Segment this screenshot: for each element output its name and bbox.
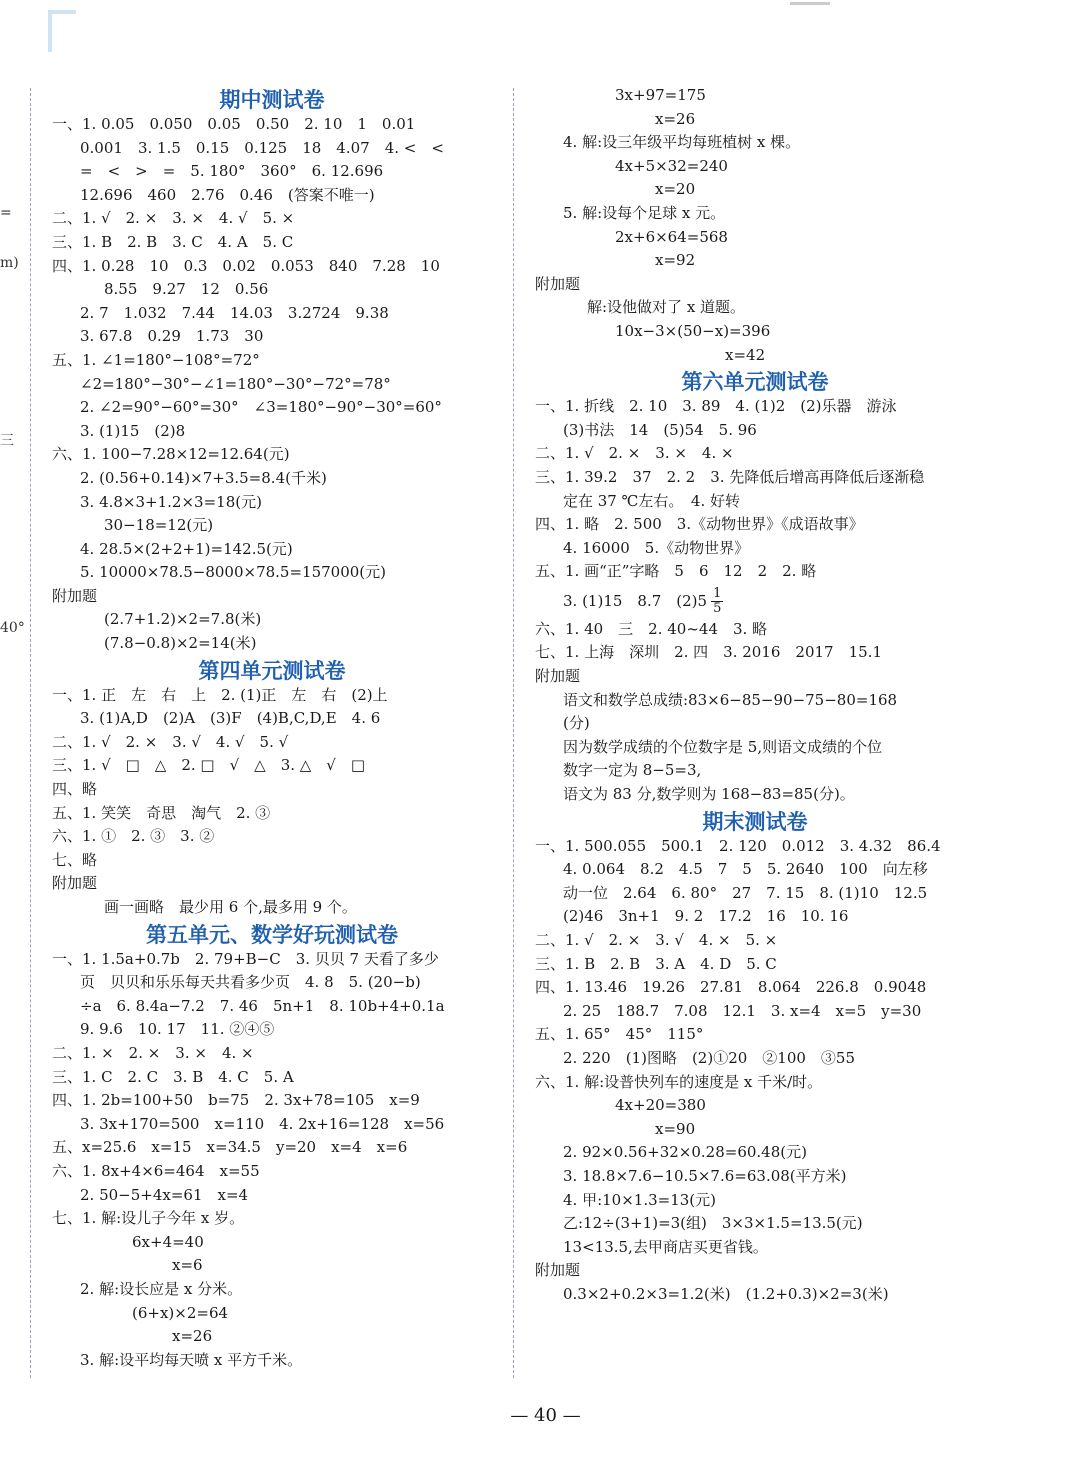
answer-line: 因为数学成绩的个位数字是 5,则语文成绩的个位	[563, 737, 883, 756]
fraction-numerator: 1	[713, 586, 722, 602]
answer-line: 12.696 460 2.76 0.46 (答案不唯一)	[80, 185, 375, 204]
answer-line: 五、1. 笑笑 奇思 淘气 2. ③	[52, 803, 271, 822]
answer-line: 4. 甲:10×1.3=13(元)	[563, 1190, 717, 1209]
section-title: 第四单元测试卷	[198, 658, 346, 683]
answer-line: 4x+20=380	[615, 1096, 706, 1115]
answer-line: 6x+4=40	[132, 1232, 204, 1251]
answer-line: 六、1. 100−7.28×12=12.64(元)	[52, 445, 290, 464]
answer-line: x=42	[725, 345, 766, 364]
answer-line: 3. (1)15 (2)8	[80, 421, 186, 440]
answer-line: 3. 解:设平均每天喷 x 平方千米。	[80, 1350, 303, 1369]
answer-line: 七、略	[52, 850, 98, 869]
answer-line: 解:设他做对了 x 道题。	[587, 298, 746, 317]
answer-line: 六、1. 40 三 2. 40~44 3. 略	[535, 619, 768, 638]
answer-line: (6+x)×2=64	[132, 1303, 229, 1322]
answer-line	[535, 584, 975, 618]
answer-line: 数字一定为 8−5=3,	[563, 761, 702, 780]
answer-line: 2x+6×64=568	[615, 227, 728, 246]
answer-line: 一、1. 折线 2. 10 3. 89 4. (1)2 (2)乐器 游泳	[535, 397, 897, 416]
answer-line: 9. 9.6 10. 17 11. ②④⑤	[80, 1020, 275, 1039]
answer-line: x=26	[655, 109, 696, 128]
answer-line: 四、1. 略 2. 500 3.《动物世界》《成语故事》	[535, 515, 864, 534]
answer-line: (2.7+1.2)×2=7.8(米)	[104, 610, 262, 629]
answer-line: 乙:12÷(3+1)=3(组) 3×3×1.5=13.5(元)	[563, 1214, 863, 1233]
answer-line: 附加题	[535, 667, 581, 686]
answer-line: 附加题	[52, 874, 98, 893]
answer-line: 3. (1)A,D (2)A (3)F (4)B,C,D,E 4. 6	[80, 709, 381, 728]
answer-line: 3. 4.8×3+1.2×3=18(元)	[80, 492, 262, 511]
answer-line: 一、1. 500.055 500.1 2. 120 0.012 3. 4.32 86.4	[535, 836, 941, 855]
answer-line: 30−18=12(元)	[104, 516, 214, 535]
answer-line: 2. 50−5+4x=61 x=4	[80, 1185, 249, 1204]
section-title: 第六单元测试卷	[681, 370, 829, 395]
answer-line: 0.3×2+0.2×3=1.2(米) (1.2+0.3)×2=3(米)	[563, 1284, 889, 1303]
answer-line: 四、1. 13.46 19.26 27.81 8.064 226.8 0.9048	[535, 978, 927, 997]
answer-line: 二、1. √ 2. × 3. √ 4. × 5. ×	[535, 931, 778, 949]
answer-line: 4. 16000 5.《动物世界》	[563, 538, 750, 557]
edge-fragment: 40°	[0, 620, 25, 636]
section-title: 期末测试卷	[702, 809, 808, 834]
left-column	[52, 85, 492, 1372]
answer-line: 5. 解:设每个足球 x 元。	[563, 203, 726, 222]
answer-line: 二、1. √ 2. × 3. × 4. ×	[535, 444, 734, 463]
answer-line: 七、1. 上海 深圳 2. 四 3. 2016 2017 15.1	[535, 643, 882, 662]
answer-line: 3. 67.8 0.29 1.73 30	[80, 327, 264, 346]
answer-line: 2. ∠2=90°−60°=30° ∠3=180°−90°−30°=60°	[80, 398, 442, 417]
answer-line: 一、1. 0.05 0.050 0.05 0.50 2. 10 1 0.01	[52, 115, 416, 133]
section-title: 第五单元、数学好玩测试卷	[146, 922, 398, 947]
answer-line: 语文和数学总成绩:83×6−85−90−75−80=168	[563, 690, 898, 709]
answer-line: 画一画略 最少用 6 个,最多用 9 个。	[104, 898, 357, 916]
edge-fragment: =	[0, 205, 12, 221]
answer-line: 二、1. √ 2. × 3. × 4. √ 5. ×	[52, 209, 295, 228]
answer-line: (2)46 3n+1 9. 2 17.2 16 10. 16	[563, 907, 849, 926]
answer-line: = < > = 5. 180° 360° 6. 12.696	[80, 162, 384, 181]
answer-line: 2. 92×0.56+32×0.28=60.48(元)	[563, 1143, 807, 1162]
answer-line: 四、1. 2b=100+50 b=75 2. 3x+78=105 x=9	[52, 1091, 420, 1110]
section-title: 期中测试卷	[219, 88, 325, 112]
answer-line: 3. 3x+170=500 x=110 4. 2x+16=128 x=56	[80, 1114, 445, 1133]
answer-line: 4. 0.064 8.2 4.5 7 5 5. 2640 100 向左移	[563, 860, 928, 879]
answer-line: 2. 220 (1)图略 (2)①20 ②100 ③55	[563, 1048, 856, 1067]
answer-line: 六、1. ① 2. ③ 3. ②	[52, 827, 215, 846]
answer-line: 2. 解:设长应是 x 分米。	[80, 1279, 243, 1298]
answer-line: 五、x=25.6 x=15 x=34.5 y=20 x=4 x=6	[52, 1138, 408, 1157]
column-divider	[513, 88, 514, 1378]
answer-text: 3. (1)15 8.7 (2)5	[563, 591, 708, 610]
answer-line: 3. 18.8×7.6−10.5×7.6=63.08(平方米)	[563, 1166, 847, 1185]
answer-line: 六、1. 8x+4×6=464 x=55	[52, 1161, 260, 1180]
answer-line: 2. (0.56+0.14)×7+3.5=8.4(千米)	[80, 468, 327, 487]
answer-line: 5. 10000×78.5−8000×78.5=157000(元)	[80, 563, 387, 582]
fraction-denominator: 5	[713, 601, 722, 617]
top-decoration	[790, 2, 830, 5]
answer-line: 4. 解:设三年级平均每班植树 x 棵。	[563, 133, 801, 152]
answer-line: 七、1. 解:设儿子今年 x 岁。	[52, 1209, 245, 1228]
answer-line: 2. 7 1.032 7.44 14.03 3.2724 9.38	[80, 303, 389, 322]
fraction	[711, 587, 723, 616]
answer-line: 五、1. 65° 45° 115°	[535, 1025, 704, 1044]
answer-line: ∠2=180°−30°−∠1=180°−30°−72°=78°	[80, 374, 391, 393]
answer-line: 五、1. ∠1=180°−108°=72°	[52, 350, 260, 369]
answer-line: 动一位 2.64 6. 80° 27 7. 15 8. (1)10 12.5	[563, 883, 928, 902]
answer-line: 8.55 9.27 12 0.56	[104, 280, 269, 299]
answer-line: 13<13.5,去甲商店买更省钱。	[563, 1237, 768, 1256]
answer-line: 四、1. 0.28 10 0.3 0.02 0.053 840 7.28 10	[52, 256, 440, 275]
answer-line: 4x+5×32=240	[615, 156, 728, 175]
answer-line: 五、1. 画“正”字略 5 6 12 2 2. 略	[535, 562, 817, 581]
answer-line: 定在 37 ℃左右。 4. 好转	[563, 491, 740, 510]
page-number: — 40 —	[510, 1405, 581, 1426]
right-column	[535, 84, 975, 1307]
answer-line: 二、1. × 2. × 3. × 4. ×	[52, 1043, 254, 1062]
answer-line: ÷a 6. 8.4a−7.2 7. 46 5n+1 8. 10b+4+0.1a	[80, 996, 445, 1015]
answer-line: 一、1. 正 左 右 上 2. (1)正 左 右 (2)上	[52, 685, 388, 704]
answer-line: 三、1. B 2. B 3. C 4. A 5. C	[52, 232, 294, 251]
answer-line: (3)书法 14 (5)54 5. 96	[563, 420, 757, 439]
answer-line: 三、1. B 2. B 3. A 4. D 5. C	[535, 954, 777, 973]
answer-line: 四、略	[52, 780, 98, 799]
answer-line: x=20	[655, 180, 696, 199]
answer-line: 三、1. C 2. C 3. B 4. C 5. A	[52, 1067, 294, 1086]
answer-line: 三、1. √ □ △ 2. □ √ △ 3. △ √ □	[52, 756, 366, 775]
answer-line: 语文为 83 分,数学则为 168−83=85(分)。	[563, 785, 855, 804]
answer-line: 4. 28.5×(2+2+1)=142.5(元)	[80, 539, 293, 558]
answer-line: 附加题	[535, 274, 581, 293]
answer-line: 附加题	[535, 1261, 581, 1280]
answer-line: 二、1. √ 2. × 3. √ 4. √ 5. √	[52, 732, 289, 751]
answer-line: (7.8−0.8)×2=14(米)	[104, 634, 257, 653]
edge-fragment: 三	[0, 433, 14, 449]
answer-line: 附加题	[52, 586, 98, 605]
answer-line: x=92	[655, 251, 696, 270]
answer-line: 页 贝贝和乐乐每天共看多少页 4. 8 5. (20−b)	[80, 973, 421, 992]
answer-line: 3x+97=175	[615, 86, 706, 104]
left-margin-divider	[30, 88, 31, 1378]
answer-line: 0.001 3. 1.5 0.15 0.125 18 4.07 4. < <	[80, 138, 444, 157]
answer-line: x=26	[172, 1327, 213, 1346]
answer-line: 六、1. 解:设普快列车的速度是 x 千米/时。	[535, 1072, 823, 1091]
answer-line: x=90	[655, 1119, 696, 1138]
answer-line: (分)	[563, 714, 590, 733]
answer-line: x=6	[172, 1256, 203, 1275]
corner-decoration	[48, 10, 76, 52]
answer-line: 三、1. 39.2 37 2. 2 3. 先降低后增高再降低后逐渐稳	[535, 467, 925, 486]
answer-line: 2. 25 188.7 7.08 12.1 3. x=4 x=5 y=30	[563, 1001, 922, 1020]
edge-fragment: m)	[0, 255, 19, 271]
answer-line: 10x−3×(50−x)=396	[615, 321, 771, 340]
answer-line: 一、1. 1.5a+0.7b 2. 79+B−C 3. 贝贝 7 天看了多少	[52, 949, 439, 968]
